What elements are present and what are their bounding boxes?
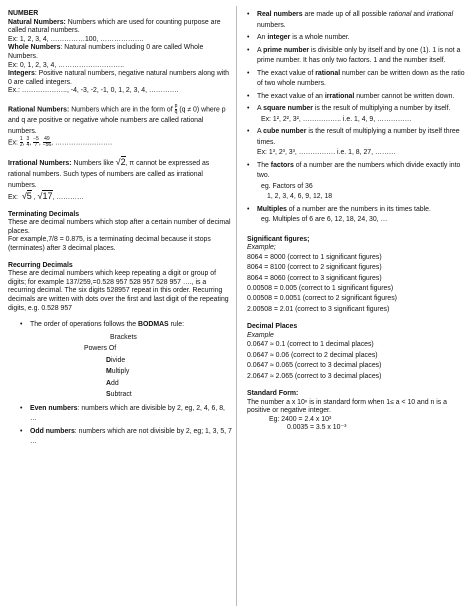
irrational-numbers-example: Ex: √5 , √17, ………… [8, 190, 84, 201]
dec-line: 0.0647 ≈ 0.065 (correct to 3 decimal places) [247, 362, 382, 370]
square-number-bullet: • A square number is the result of multiplying a number by itself. Ex: 1², 2², 3², …………….. i.e. 1, 4, 9, …………… [247, 105, 451, 123]
sig-line: 0.00508 = 0.005 (correct to 1 significant figures) [247, 284, 394, 292]
bodmas-list [8, 332, 232, 401]
left-column [8, 10, 232, 450]
fraction-2: $\frac{3}{4}$ [26, 136, 30, 149]
p-over-q-fraction: $\frac{p}{q}$ [174, 102, 178, 115]
fraction-3: $\frac{-5}{7}$ [33, 136, 39, 149]
column-divider [236, 6, 237, 606]
bodmas-item: Divide [106, 356, 126, 364]
bodmas-bullet: • The order of operations follows the BODMAS rule: [20, 321, 184, 329]
whole-numbers-example: Ex: 0, 1, 2, 3, 4, ……………………….. [8, 61, 125, 69]
odd-numbers-bullet: • Odd numbers: numbers which are not divisible by 2, eg; 1, 3, 5, 7 … [20, 427, 232, 446]
bodmas-item: Multiply [106, 368, 130, 376]
real-numbers-bullet: • Real numbers are made up of all possible rational and irrational numbers. [247, 11, 454, 29]
standard-form-text: The number a x 10ⁿ is in standard form when 1≤ a < 10 and n is a positive or negative integer. [247, 398, 447, 415]
sqrt-17: √17 [37, 190, 53, 201]
cube-number-example: Ex: 1³, 2³, 3³, ……………. i.e. 1, 8, 27, ……… [257, 149, 396, 156]
integers-paragraph: Integers: Positive natural numbers, negative natural numbers along with 0 are called integers. [8, 70, 230, 86]
number-heading: NUMBER [8, 10, 39, 17]
factors-eg: eg. Factors of 36 [261, 182, 313, 190]
fraction-4: $\frac{49}{-56}$ [42, 136, 52, 149]
irrational-bullet: • The exact value of an irrational number cannot be written down. [247, 92, 455, 100]
sqrt-2: √2 [115, 156, 126, 167]
integer-bullet: • An integer is a whole number. [247, 34, 350, 41]
whole-numbers-paragraph: Whole Numbers: Natural numbers including 0 are called Whole Numbers. [8, 44, 204, 60]
terminating-decimals-heading: Terminating Decimals [8, 210, 80, 218]
standard-form-eg1: Eg: 2400 = 2.4 x 10³ [269, 415, 332, 423]
sig-line: 0.00508 = 0.0051 (correct to 2 significant figures) [247, 295, 397, 303]
significant-figures-example-label: Example; [247, 244, 276, 252]
even-numbers-bullet: • Even numbers: numbers which are divisible by 2, eg, 2, 4, 6, 8, … [20, 404, 225, 423]
terminating-decimals-text: These are decimal numbers which stop after a certain number of decimal places. [8, 219, 231, 235]
multiples-bullet: • Multiples of a number are the numbers in its times table. eg. Multiples of 6 are 6, 12, 18, 24, 30, … [247, 205, 431, 223]
sig-line: 8064 = 8000 (correct to 1 significant figures) [247, 253, 382, 261]
significant-figures-heading: Significant figures; [247, 235, 310, 243]
factors-bullet: • The factors of a number are the numbers which divide exactly into two. eg. Factors of 36 1, 2, 3, 4, 6, 9, 12, 18 [247, 161, 461, 200]
decimal-places-heading: Decimal Places [247, 323, 298, 331]
dec-line: 0.0647 ≈ 0.1 (correct to 1 decimal places) [247, 341, 374, 349]
recurring-decimals-text: These are decimal numbers which keep repeating a digit or group of digits; for example 137/259,=0.528 957 528 957 528 957 …., is a recurring decimal. The six digits 528957 repeat in this order. Recurring decimals are written with dots over the first and last digit of the repeating digits, e.g. 0.528 957 [8, 270, 229, 312]
standard-form-eg2: 0.0035 = 3.5 x 10⁻³ [287, 424, 347, 432]
bodmas-item: Powers Of [84, 345, 117, 353]
cube-number-bullet: • A cube number is the result of multiplying a number by itself three times. Ex: 1³, 2³, 3³, ……………. i.e. 1, 8, 27, ……… [247, 128, 460, 156]
integers-example: Ex.: ……………….., -4, -3, -2, -1, 0, 1, 2, 3, 4, …………. [8, 87, 179, 95]
dec-line: 0.0647 ≈ 0.06 (correct to 2 decimal places) [247, 351, 378, 359]
rational-numbers-paragraph: Rational Numbers: Numbers which are in the form of $\frac{p}{q}$ (q ≠ 0) where p and q are positive or negative whole numbers are called rational numbers. [8, 102, 226, 136]
rational-bullet: • The exact value of rational number can be written down as the ratio of two whole numbers. [247, 69, 465, 87]
multiples-eg: eg. Multiples of 6 are 6, 12, 18, 24, 30, … [261, 216, 388, 223]
recurring-decimals-heading: Recurring Decimals [8, 261, 73, 269]
bodmas-item: Add [106, 379, 119, 387]
sig-line: 8064 = 8100 (correct to 2 significant figures) [247, 264, 382, 272]
significant-figures-list [247, 253, 469, 315]
irrational-numbers-paragraph: Irrational Numbers: Numbers like √2, π cannot be expressed as rational numbers. Such types of numbers are called as irrational numbers. [8, 156, 210, 189]
dec-line: 2.0647 ≈ 2.065 (correct to 3 decimal places) [247, 372, 382, 380]
bodmas-item: Brackets [110, 333, 137, 341]
bodmas-item: Subtract [106, 391, 132, 399]
decimal-places-example-label: Example [247, 331, 274, 339]
rational-numbers-example: Ex: $\frac{1}{2}$ , $\frac{3}{4}$ , $\frac{-5}{7}$ , $\frac{49}{-56}$ , ……………………. [8, 136, 113, 149]
square-number-example: Ex: 1², 2², 3², …………….. i.e. 1, 4, 9, …………… [261, 115, 412, 123]
factors-list: 1, 2, 3, 4, 6, 9, 12, 18 [267, 193, 333, 200]
decimal-places-list [247, 340, 469, 382]
sqrt-5: √5 [21, 190, 32, 201]
standard-form-heading: Standard Form: [247, 389, 299, 397]
right-column [247, 10, 469, 433]
natural-numbers-example: Ex: 1, 2, 3, 4, ……………100, ………………. [8, 35, 144, 43]
fraction-1: $\frac{1}{2}$ [19, 136, 23, 149]
sig-line: 8064 = 8060 (correct to 3 significant figures) [247, 274, 382, 282]
natural-numbers-paragraph: Natural Numbers: Numbers which are used for counting purpose are called natural numbers. [8, 18, 221, 35]
sig-line: 2.00508 = 2.01 (correct to 3 significant figures) [247, 305, 390, 313]
prime-number-bullet: • A prime number is divisible only by itself and by one (1). 1 is not a prime number. It has only two factors. 1 and the number itself. [247, 46, 461, 64]
terminating-decimals-example: For example,7/8 = 0.875, is a terminating decimal because it stops (terminates) after 3 decimal places. [8, 236, 211, 252]
